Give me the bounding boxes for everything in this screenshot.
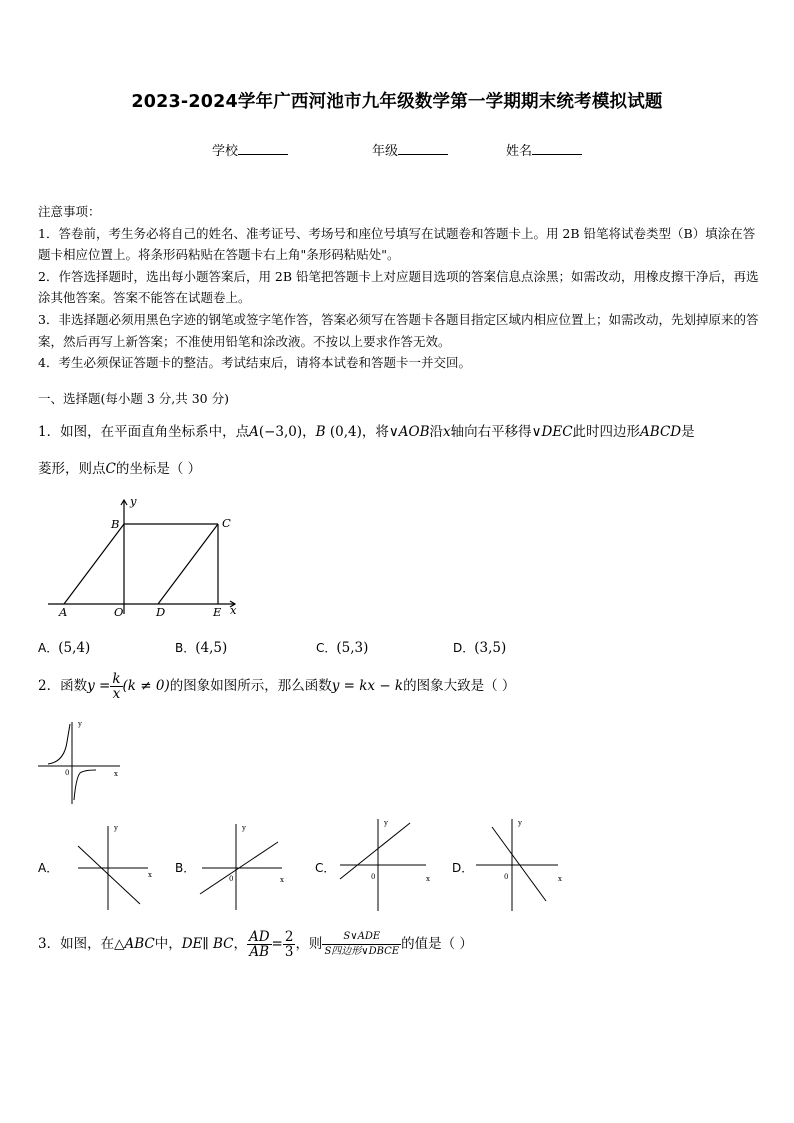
q1-text: ，将 [361,424,389,440]
q2-lhs: y = [87,678,111,694]
label-a: A [59,605,68,619]
option-value: (5,3) [336,640,369,656]
q2-text: 的图象大致是（ ） [403,678,516,694]
option-label: A． [38,641,59,655]
note-item: 3．非选择题必须用黑色字迹的钢笔或签字笔作答，答案必须写在答题卡各题目指定区域内相应位置上；如需改动，先划掉原来的答案，然后再写上新答案；不准使用铅笔和涂改液。不按以上要求作答无效。 [38,311,759,349]
option-value: (3,5) [474,640,507,656]
fraction-2-3 [283,930,296,959]
frac-numerator: k [112,671,121,687]
label-origin: 0 [371,873,376,881]
segment-dc [158,524,218,604]
fraction-ad-ab [247,930,272,959]
question-1-line2 [38,457,201,477]
point-b-coord: (0,4) [329,424,362,440]
graph-line [78,846,140,904]
label-y: y [114,824,118,832]
label-x: x [114,770,118,778]
question-number: 3． [38,936,61,952]
q1-text: 的坐标是（ ） [115,461,202,477]
hyperbola-branch [74,770,96,800]
note-item: 2．作答选择题时，选出每小题答案后，用 2B 铅笔把答题卡上对应题目选项的答案信息点涂黑；如需改动，用橡皮擦干净后，再选涂其他答案。答案不能答在试题卷上。 [38,268,759,306]
q2-graph-b [198,818,292,914]
option-value: (5,4) [58,640,91,656]
segment-ab [64,524,124,604]
q3-text: ， [233,936,247,952]
label-d: D [156,605,166,619]
q1-option-c[interactable] [316,639,368,656]
q1-text: 轴向右平移得 [450,424,532,440]
note-item: 1．答卷前，考生务必将自己的姓名、准考证号、考场号和座位号填写在试题卷和答题卡上。用 2B 铅笔将试卷类型（B）填涂在答题卡相应位置上。将条形码粘贴在答题卡右上角"条形码粘贴处"。 [38,225,756,263]
frac-numerator: S∨ADE [322,930,401,945]
grade-field [372,140,448,159]
label-x: x [148,871,152,879]
q1-option-a[interactable] [38,639,90,656]
note-item: 4．考生必须保证答题卡的整洁。考试结束后，请将本试卷和答题卡一并交回。 [38,355,471,371]
q2-condition: (k ≠ 0) [122,678,170,694]
label-y: y [518,819,522,827]
q2-graph-d [472,815,572,915]
label-y: y [242,824,246,832]
q3-text: 的值是（ ） [401,936,473,952]
label-y: y [130,494,137,508]
q2-option-b[interactable]: B． [175,861,196,875]
q2-graph-c [336,815,436,915]
q3-text: 如图，在△ [60,936,125,952]
equals-sign: = [271,936,283,952]
q2-graph-a [74,818,160,914]
name-label: 姓名 [506,144,533,159]
label-y: y [78,720,82,728]
q2-function: y = kx − k [331,678,404,694]
q1-figure [40,492,250,622]
question-number: 2． [38,678,61,694]
question-3-line [38,930,473,959]
point-c: C [105,461,116,477]
page-title: 2023-2024学年广西河池市九年级数学第一学期期末统考模拟试题 [131,92,663,112]
x-axis-symbol: x [443,424,451,440]
frac-denominator: S四边形∨DBCE [324,946,400,957]
quad-abcd: ABCD [640,424,682,440]
grade-blank [398,142,448,155]
point-b: B [315,424,326,440]
q1-sep: ， [302,424,316,440]
triangle-dec: ∨DEC [531,424,573,440]
point-a-coord: (−3,0) [258,424,303,440]
label-origin: 0 [504,873,509,881]
q1-text: 如图，在平面直角坐标系中，点 [60,424,250,440]
label-c: C [222,516,231,530]
q1-text: 此时四边形 [572,424,641,440]
option-label: B． [175,641,196,655]
name-field [506,140,582,159]
q1-option-b[interactable] [175,639,227,656]
question-2-line [38,672,515,701]
option-label: C． [316,641,337,655]
frac-denominator: x [112,686,121,702]
triangle-abc: ABC [124,936,155,952]
q1-option-d[interactable] [453,639,506,656]
q2-text: 函数 [60,678,88,694]
question-1-line1 [38,420,768,440]
label-x: x [426,875,430,883]
label-x: x [558,875,562,883]
option-label: D． [453,641,475,655]
graph-line [340,823,410,879]
label-x: x [280,876,284,884]
q3-text: ，则 [295,936,323,952]
label-b: B [111,517,120,531]
label-x: x [230,603,237,617]
q2-text: 的图象如图所示，那么函数 [169,678,332,694]
q2-reference-graph [36,716,126,806]
school-blank [238,142,288,155]
notes-section [38,201,760,374]
label-e: E [213,605,222,619]
q2-option-a[interactable]: A． [38,861,59,875]
parallel-statement: DE∥ BC [181,936,234,952]
name-blank [532,142,582,155]
label-y: y [384,819,388,827]
grade-label: 年级 [372,144,399,159]
graph-line [492,827,546,901]
label-origin: 0 [229,875,234,883]
label-o: O [114,605,124,619]
label-origin: 0 [65,769,70,777]
fraction-area-ratio [322,930,401,959]
frac-numerator: 2 [284,929,294,945]
frac-denominator: 3 [284,944,294,960]
q1-text: 菱形，则点 [38,461,106,477]
section-heading: 一、选择题(每小题 3 分,共 30 分) [38,391,229,406]
hyperbola-branch [48,724,70,764]
frac-numerator: AD [248,929,270,945]
q2-option-d[interactable]: D． [452,861,474,875]
school-field [212,140,288,159]
frac-denominator: AB [249,944,270,960]
school-label: 学校 [212,144,239,159]
q1-text: 沿 [429,424,444,440]
q1-text: 是 [681,424,695,440]
q2-option-c[interactable]: C． [315,861,336,875]
notes-heading: 注意事项： [38,204,101,219]
option-value: (4,5) [195,640,228,656]
triangle-aob: ∨AOB [388,424,430,440]
q3-text: 中， [154,936,182,952]
question-number: 1． [38,424,61,440]
fraction-k-over-x [110,672,122,701]
point-a: A [249,424,259,440]
